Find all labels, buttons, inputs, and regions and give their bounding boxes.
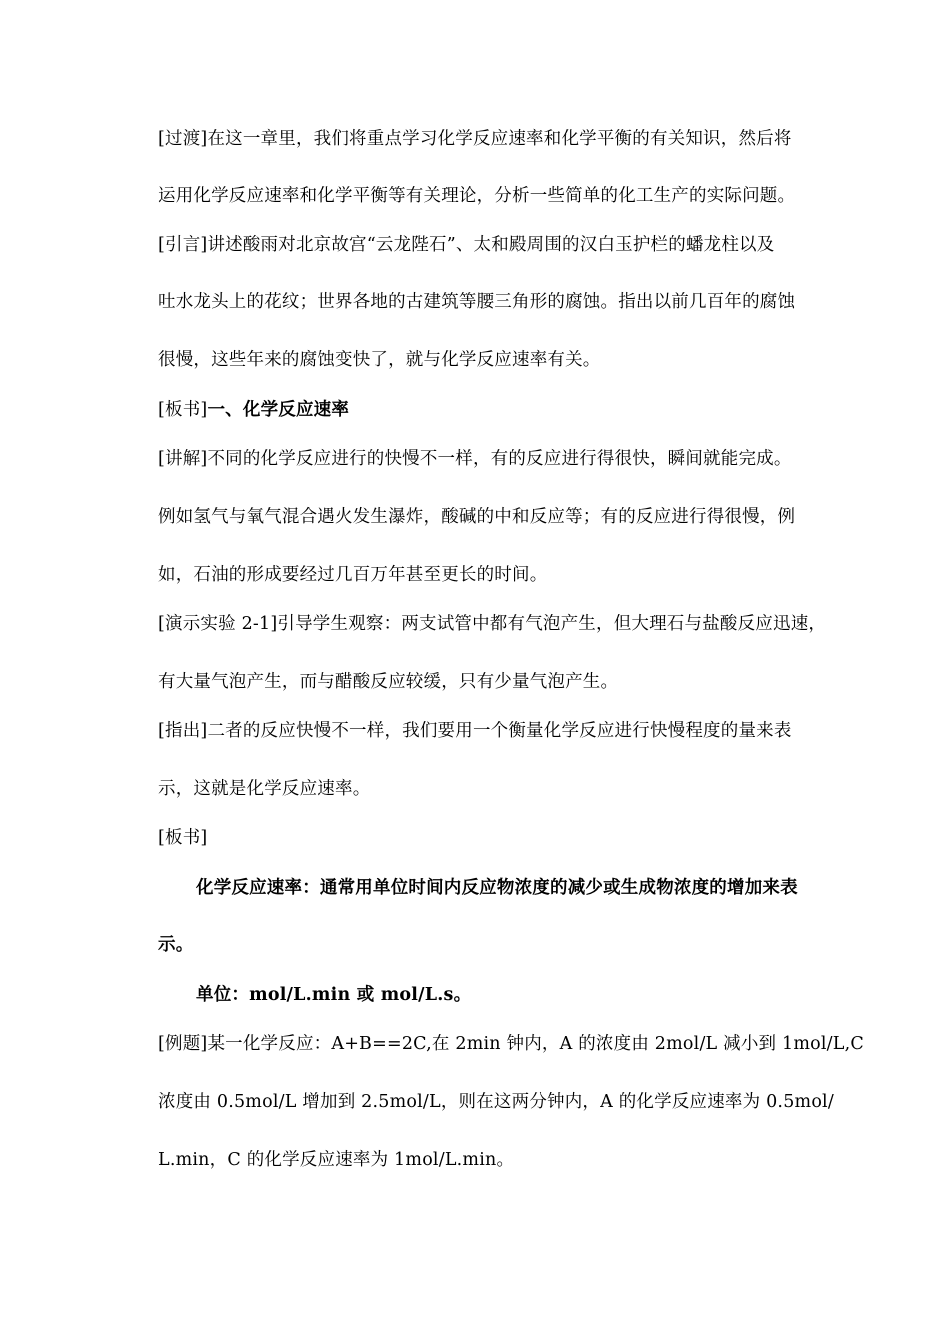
text-line [158,1090,878,1114]
text-line [158,505,878,529]
text-line [158,1148,878,1172]
text-line [158,447,878,471]
text-line [158,826,878,850]
text-segment: [板书] [158,828,208,848]
text-segment: 浓度由 0.5mol/L 增加到 2.5mol/L，则在这两分钟内，A 的化学反应速率为 0.5mol/ [158,1092,834,1112]
text-segment: 示，这就是化学反应速率。 [158,779,371,799]
text-line [158,290,878,314]
text-line [158,398,878,422]
text-line [158,777,878,801]
text-line [158,719,878,743]
text-segment: [板书] [158,400,208,420]
text-line [158,670,878,694]
text-segment: [过渡]在这一章里，我们将重点学习化学反应速率和化学平衡的有关知识，然后将 [158,129,792,149]
text-segment: 单位：mol/L.min 或 mol/L.s。 [196,985,472,1005]
text-segment: 有大量气泡产生，而与醋酸反应较缓，只有少量气泡产生。 [158,672,619,692]
text-segment: [引言]讲述酸雨对北京故宫“云龙陛石”、太和殿周围的汉白玉护栏的蟠龙柱以及 [158,235,775,255]
definition-line [158,933,878,957]
text-line [158,1032,878,1056]
text-line [158,612,878,636]
text-segment: 吐水龙头上的花纹；世界各地的古建筑等腰三角形的腐蚀。指出以前几百年的腐蚀 [158,292,796,312]
text-segment: 很慢，这些年来的腐蚀变快了，就与化学反应速率有关。 [158,350,601,370]
text-line [158,563,878,587]
text-segment: 运用化学反应速率和化学平衡等有关理论，分析一些简单的化工生产的实际问题。 [158,186,796,206]
unit-line [196,983,916,1007]
text-segment: [演示实验 2-1]引导学生观察：两支试管中都有气泡产生，但大理石与盐酸反应迅速， [158,614,827,634]
text-line [158,348,878,372]
text-segment: 示。 [158,935,194,955]
text-segment: 如，石油的形成要经过几百万年甚至更长的时间。 [158,565,548,585]
definition-line [196,876,916,900]
text-segment: 化学反应速率：通常用单位时间内反应物浓度的减少或生成物浓度的增加来表 [196,878,798,898]
section-heading: 一、化学反应速率 [207,400,350,420]
text-segment: [例题]某一化学反应：A+B==2C,在 2min 钟内，A 的浓度由 2mol/L 减小到 1mol/L,C [158,1034,864,1054]
text-line [158,184,878,208]
text-segment: [讲解]不同的化学反应进行的快慢不一样，有的反应进行得很快，瞬间就能完成。 [158,449,792,469]
text-line [158,233,878,257]
text-segment: [指出]二者的反应快慢不一样，我们要用一个衡量化学反应进行快慢程度的量来表 [158,721,792,741]
text-line [158,127,878,151]
text-segment: 例如氢气与氧气混合遇火发生瀑炸，酸碱的中和反应等；有的反应进行得很慢，例 [158,507,796,527]
text-segment: L.min，C 的化学反应速率为 1mol/L.min。 [158,1150,515,1170]
